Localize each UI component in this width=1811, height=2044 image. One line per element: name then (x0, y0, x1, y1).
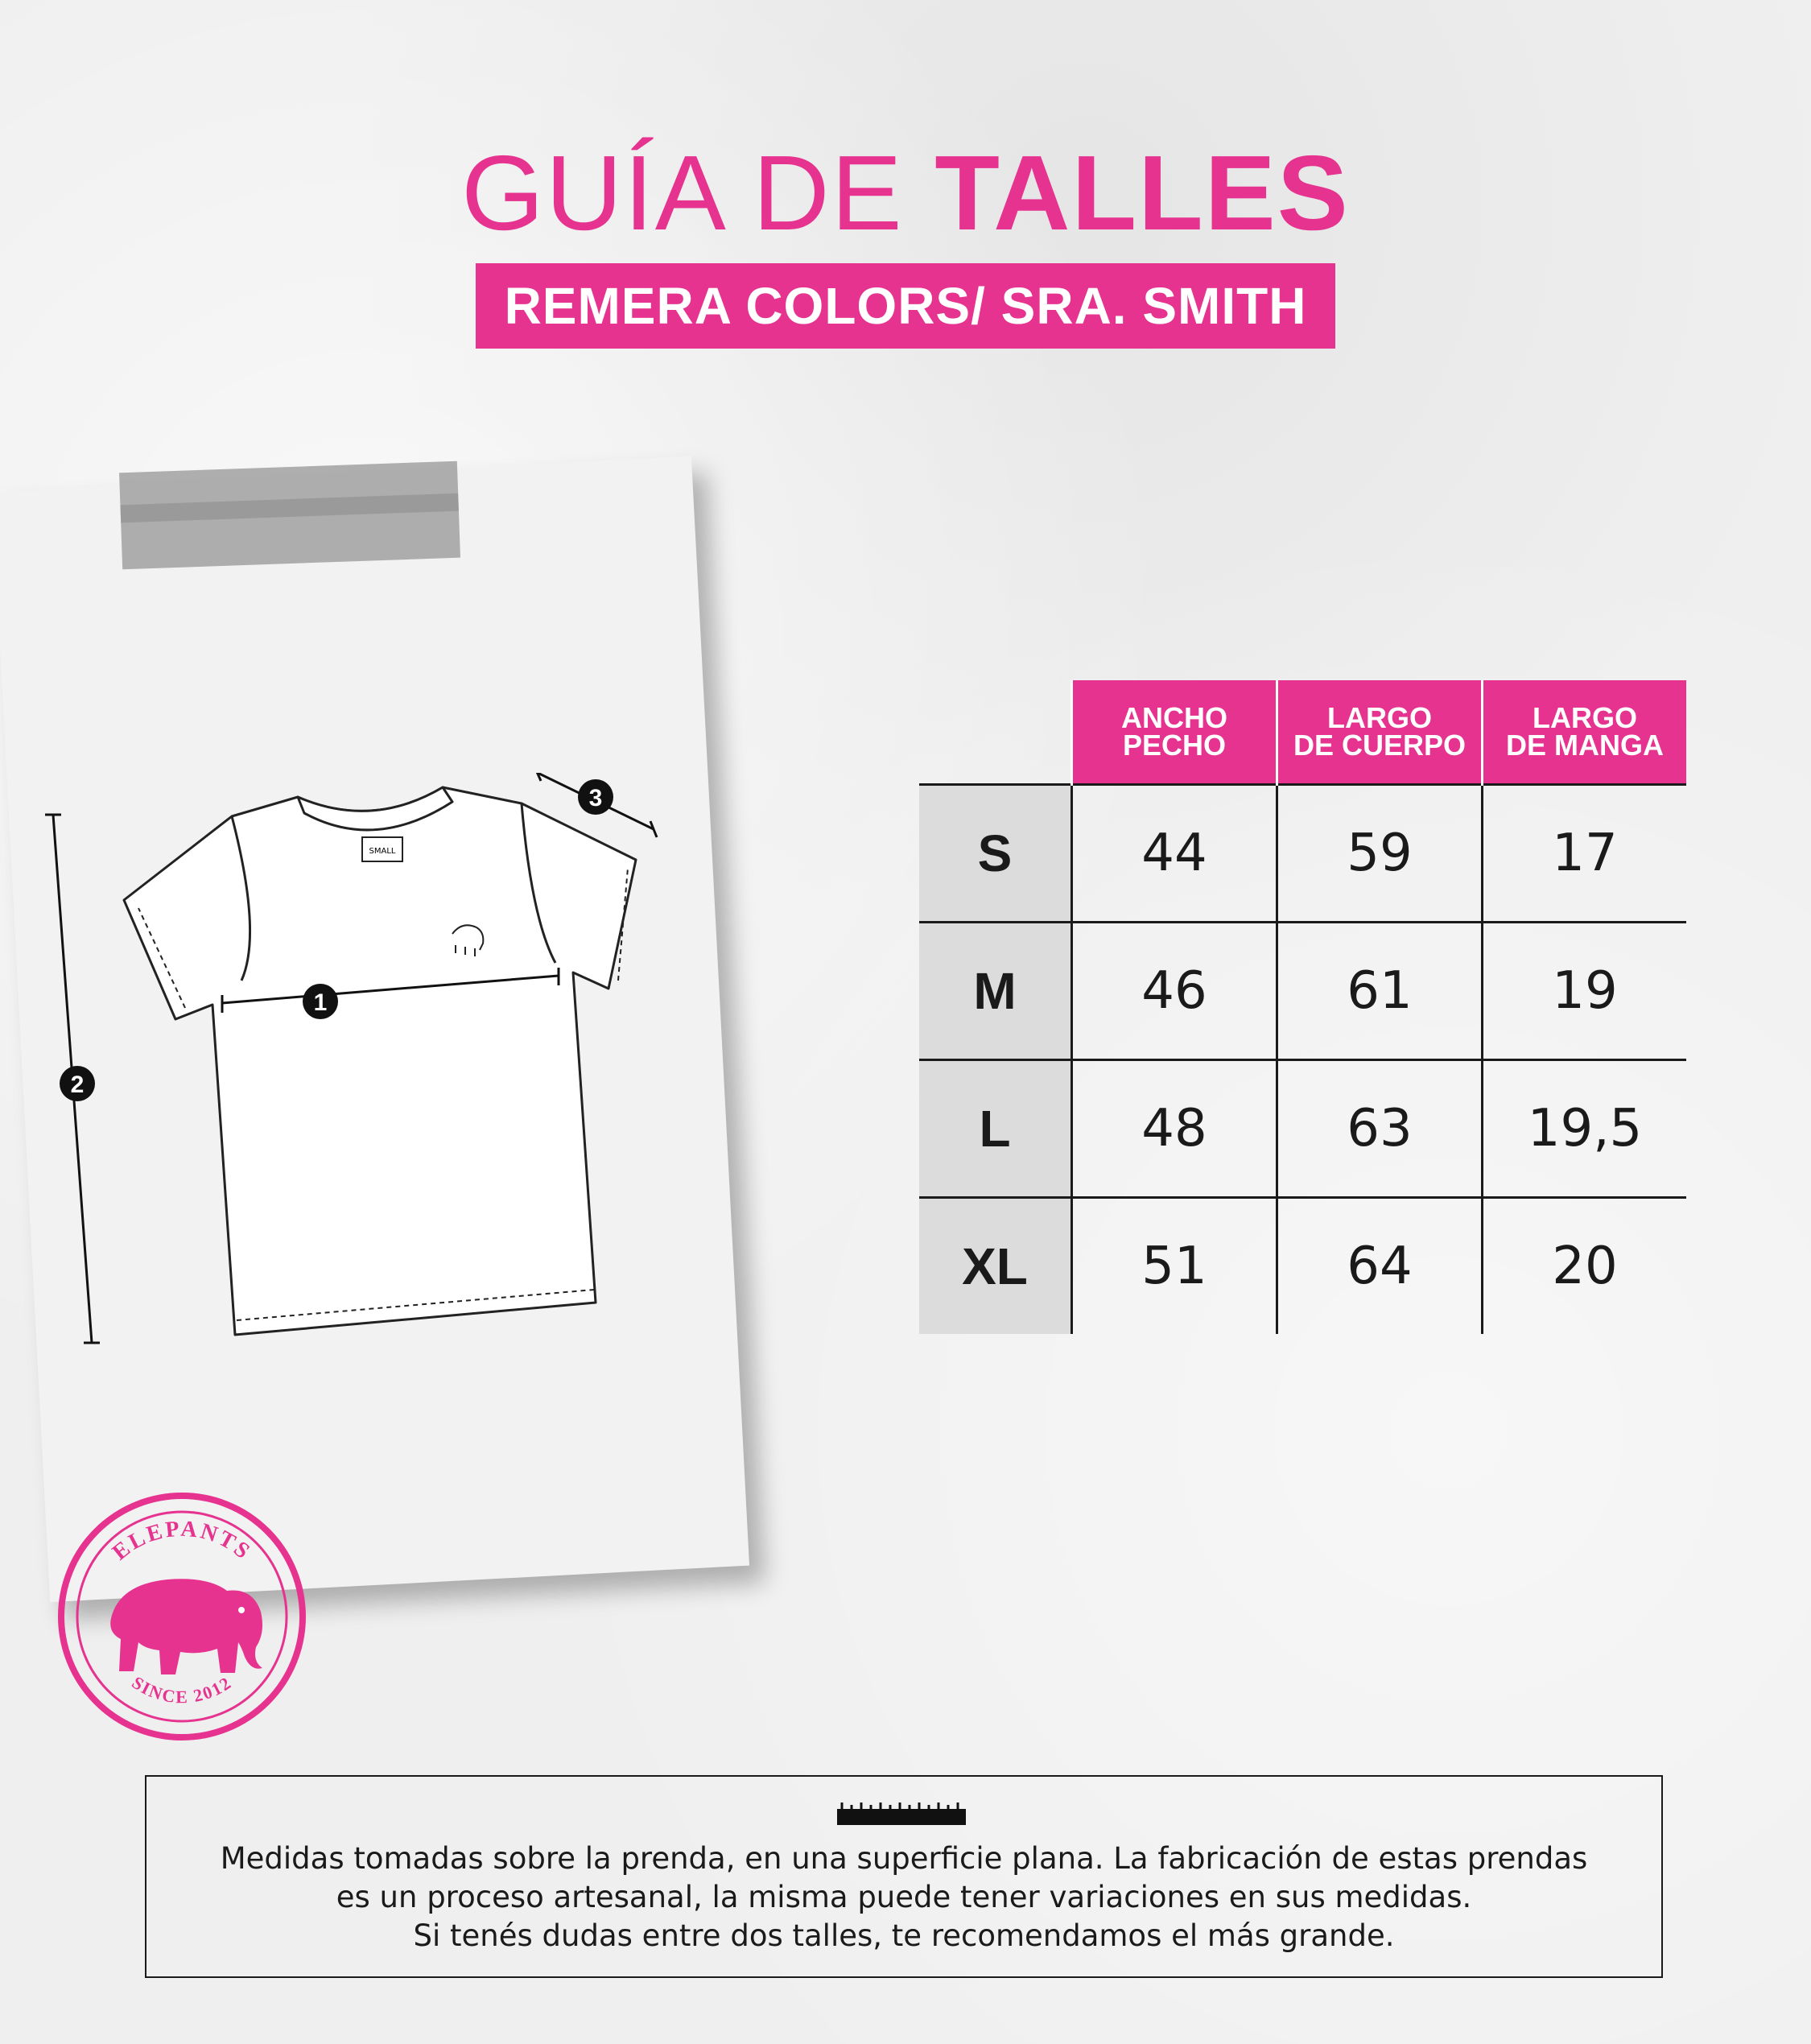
table-cell: 46 (1072, 923, 1277, 1060)
title-light: GUÍA DE (461, 134, 935, 252)
note-text (146, 1840, 1661, 1955)
title-bold: TALLES (934, 134, 1350, 252)
col-header-largo-manga (1483, 680, 1687, 785)
table-cell: 19,5 (1483, 1060, 1687, 1198)
note-line: Medidas tomadas sobre la prenda, en una superficie plana. La fabricación de estas prendas (220, 1841, 1588, 1876)
col-header-ancho-pecho (1072, 680, 1277, 785)
table-cell: 59 (1277, 785, 1483, 923)
col-header-line: DE CUERPO (1293, 729, 1467, 762)
col-header-line: ANCHO (1121, 701, 1227, 734)
tshirt-outline (124, 787, 636, 1335)
subtitle-banner (0, 263, 1811, 349)
table-row (919, 923, 1686, 1060)
marker-2-label: 2 (70, 1072, 85, 1098)
elephant-eye (238, 1607, 245, 1613)
tshirt-diagram (0, 773, 692, 1369)
table-cell: 61 (1277, 923, 1483, 1060)
size-table-header (919, 680, 1686, 785)
col-header-largo-cuerpo (1277, 680, 1483, 785)
size-label: XL (919, 1198, 1072, 1335)
brand-seal (55, 1489, 309, 1744)
marker-1-label: 1 (313, 989, 328, 1016)
shirt-tag-label: SMALL (369, 847, 396, 856)
size-label: L (919, 1060, 1072, 1198)
table-row (919, 1060, 1686, 1198)
table-row (919, 785, 1686, 923)
col-header-line: DE MANGA (1506, 729, 1664, 762)
ruler-icon (837, 1802, 966, 1825)
table-cell: 48 (1072, 1060, 1277, 1198)
table-cell: 51 (1072, 1198, 1277, 1335)
size-table (919, 680, 1686, 1334)
table-cell: 63 (1277, 1060, 1483, 1198)
col-header-line: LARGO (1533, 701, 1637, 734)
col-header-line: LARGO (1327, 701, 1432, 734)
table-cell: 20 (1483, 1198, 1687, 1335)
size-label: S (919, 785, 1072, 923)
tape-strip (119, 461, 460, 570)
table-row (919, 1198, 1686, 1335)
seal-brand: ELEPANTS (107, 1516, 257, 1566)
table-cell: 17 (1483, 785, 1687, 923)
page-title (0, 133, 1811, 254)
table-corner (919, 680, 1072, 785)
elephant-icon (110, 1579, 262, 1674)
marker-3-label: 3 (588, 785, 603, 811)
note-line: es un proceso artesanal, la misma puede tener variaciones en sus medidas. (336, 1880, 1472, 1914)
col-header-line: PECHO (1122, 729, 1227, 762)
note-line: Si tenés dudas entre dos talles, te recomendamos el más grande. (413, 1918, 1395, 1953)
measurement-note (145, 1775, 1663, 1978)
product-subtitle: REMERA COLORS/ SRA. SMITH (476, 263, 1336, 349)
table-cell: 64 (1277, 1198, 1483, 1335)
table-cell: 44 (1072, 785, 1277, 923)
seal-since: SINCE 2012 (128, 1672, 236, 1707)
table-cell: 19 (1483, 923, 1687, 1060)
size-label: M (919, 923, 1072, 1060)
